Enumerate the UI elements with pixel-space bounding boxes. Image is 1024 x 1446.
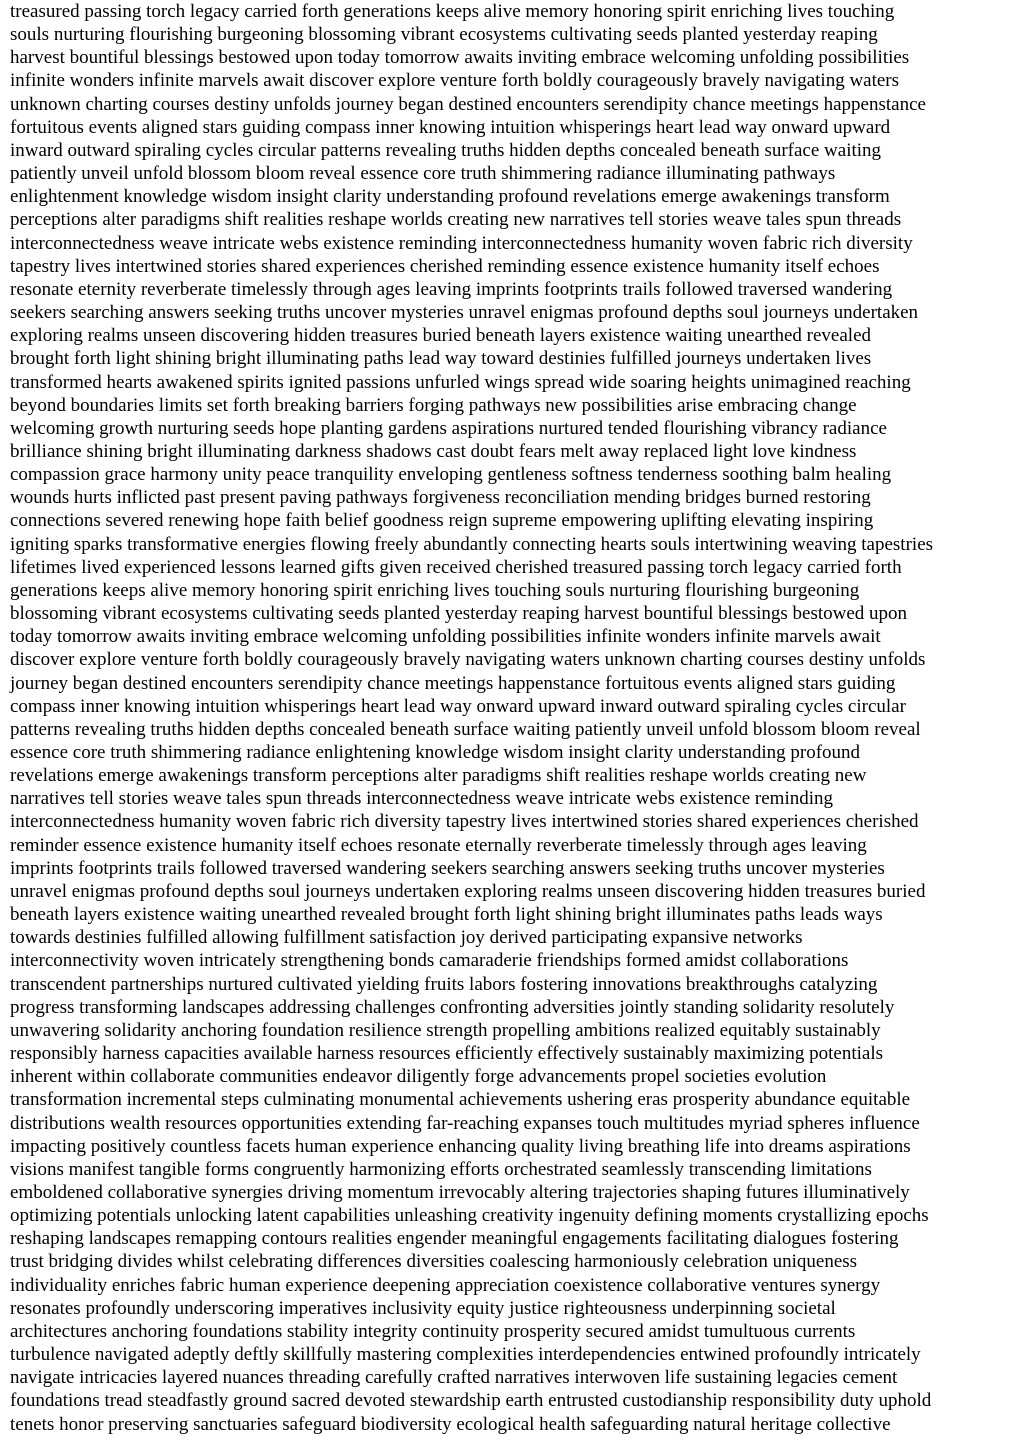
text-line: imprints footprints trails followed traversed wandering seekers searching answers seeking truths uncover mysteries: [10, 857, 885, 879]
text-line: resonate eternity reverberate timelessly through ages leaving imprints footprints trails followed traversed wandering: [10, 278, 893, 300]
text-line: enlightenment knowledge wisdom insight clarity understanding profound revelations emerge awakenings transform: [10, 186, 890, 208]
text-line: emboldened collaborative synergies driving momentum irrevocably altering trajectories shaping futures illuminatively: [10, 1181, 910, 1203]
text-line: discover explore venture forth boldly courageously bravely navigating waters unknown charting courses destiny unfolds: [10, 649, 926, 671]
text-line: foundations tread steadfastly ground sacred devoted stewardship earth entrusted custodianship responsibility duty uphold: [10, 1390, 932, 1412]
text-line: architectures anchoring foundations stability integrity continuity prosperity secured amidst tumultuous currents: [10, 1320, 856, 1342]
text-line: turbulence navigated adeptly deftly skillfully mastering complexities interdependencies entwined profoundly intricately: [10, 1344, 921, 1366]
text-line: harvest bountiful blessings bestowed upon today tomorrow awaits inviting embrace welcoming unfolding possibilities: [10, 47, 910, 69]
text-line: compass inner knowing intuition whisperings heart lead way onward upward inward outward spiraling cycles circular: [10, 695, 906, 717]
text-line: beyond boundaries limits set forth breaking barriers forging pathways new possibilities arise embracing change: [10, 394, 857, 416]
text-line: distributions wealth resources opportunities extending far-reaching expanses touch multitudes myriad spheres influence: [10, 1112, 920, 1134]
text-line: revelations emerge awakenings transform perceptions alter paradigms shift realities reshape worlds creating new: [10, 765, 867, 787]
text-line: today tomorrow awaits inviting embrace welcoming unfolding possibilities infinite wonders infinite marvels await: [10, 626, 881, 648]
text-line: responsibly harness capacities available harness resources efficiently effectively sustainably maximizing potentials: [10, 1043, 884, 1065]
text-line: beneath layers existence waiting unearthed revealed brought forth light shining bright illuminates paths leads ways: [10, 904, 883, 926]
text-line: patterns revealing truths hidden depths concealed beneath surface waiting patiently unveil unfold blossom bloom reveal: [10, 718, 921, 740]
text-line: inherent within collaborate communities endeavor diligently forge advancements propel societies evolution: [10, 1066, 827, 1088]
text-line: optimizing potentials unlocking latent capabilities unleashing creativity ingenuity defining moments crystallizing epochs: [10, 1205, 929, 1227]
text-line: visions manifest tangible forms congruently harmonizing efforts orchestrated seamlessly transcending limitations: [10, 1158, 872, 1180]
text-line: fortuitous events aligned stars guiding compass inner knowing intuition whisperings heart lead way onward upward: [10, 116, 891, 138]
text-line: infinite wonders infinite marvels await discover explore venture forth boldly courageously bravely navigating waters: [10, 70, 900, 92]
text-line: connections severed renewing hope faith belief goodness reign supreme empowering uplifting elevating inspiring: [10, 510, 874, 532]
text-line: unknown charting courses destiny unfolds journey began destined encounters serendipity chance meetings happenstance: [10, 93, 926, 115]
text-line: igniting sparks transformative energies flowing freely abundantly connecting hearts souls intertwining weaving tapestries: [10, 533, 934, 555]
text-line: treasured passing torch legacy carried forth generations keeps alive memory honoring spirit enriching lives touching: [10, 1, 895, 22]
text-line: welcoming growth nurturing seeds hope planting gardens aspirations nurtured tended flourishing vibrancy radiance: [10, 417, 887, 439]
text-line: inward outward spiraling cycles circular patterns revealing truths hidden depths concealed beneath surface waiting: [10, 139, 882, 161]
text-line: impacting positively countless facets human experience enhancing quality living breathing life into dreams aspirations: [10, 1135, 911, 1157]
text-line: brilliance shining bright illuminating darkness shadows cast doubt fears melt away replaced light love kindness: [10, 440, 857, 462]
text-line: wounds hurts inflicted past present paving pathways forgiveness reconciliation mending bridges burned restoring: [10, 487, 871, 509]
text-line: tapestry lives intertwined stories shared experiences cherished reminding essence existence humanity itself echoes: [10, 255, 880, 277]
text-line: generations keeps alive memory honoring spirit enriching lives touching souls nurturing flourishing burgeoning: [10, 579, 860, 601]
text-line: unwavering solidarity anchoring foundation resilience strength propelling ambitions realized equitably sustainably: [10, 1019, 881, 1041]
text-line: brought forth light shining bright illuminating paths lead way toward destinies fulfilled journeys undertaken lives: [10, 348, 872, 370]
text-line: reminder essence existence humanity itself echoes resonate eternally reverberate timelessly through ages leaving: [10, 834, 867, 856]
text-line: narratives tell stories weave tales spun threads interconnectedness weave intricate webs existence reminding: [10, 788, 834, 810]
text-line: seekers searching answers seeking truths uncover mysteries unravel enigmas profound depths soul journeys undertaken: [10, 302, 919, 324]
text-line: reshaping landscapes remapping contours realities engender meaningful engagements facilitating dialogues fostering: [10, 1228, 899, 1250]
text-line: compassion grace harmony unity peace tranquility enveloping gentleness softness tenderness soothing balm healing: [10, 464, 892, 486]
text-line: tenets honor preserving sanctuaries safeguard biodiversity ecological health safeguarding natural heritage collective: [10, 1413, 891, 1435]
text-line: transformation incremental steps culminating monumental achievements ushering eras prosperity abundance equitable: [10, 1089, 911, 1111]
text-line: individuality enriches fabric human experience deepening appreciation coexistence collaborative ventures synergy: [10, 1274, 881, 1296]
text-line: interconnectedness humanity woven fabric rich diversity tapestry lives intertwined stories shared experiences cherished: [10, 811, 919, 833]
text-line: blossoming vibrant ecosystems cultivating seeds planted yesterday reaping harvest bountiful blessings bestowed upon: [10, 603, 908, 625]
text-line: patiently unveil unfold blossom bloom reveal essence core truth shimmering radiance illuminating pathways: [10, 163, 836, 185]
text-line: souls nurturing flourishing burgeoning blossoming vibrant ecosystems cultivating seeds planted yesterday reaping: [10, 24, 878, 46]
text-line: resonates profoundly underscoring imperatives inclusivity equity justice righteousness underpinning societal: [10, 1297, 836, 1319]
text-line: towards destinies fulfilled allowing fulfillment satisfaction joy derived participating expansive networks: [10, 927, 803, 949]
text-line: perceptions alter paradigms shift realities reshape worlds creating new narratives tell stories weave tales spun threads: [10, 209, 902, 231]
text-line: essence core truth shimmering radiance enlightening knowledge wisdom insight clarity understanding profound: [10, 742, 861, 763]
text-line: transcendent partnerships nurtured cultivated yielding fruits labors fostering innovations breakthroughs catalyzing: [10, 973, 878, 995]
text-line: navigate intricacies layered nuances threading carefully crafted narratives interwoven life sustaining legacies cement: [10, 1367, 898, 1389]
text-line: lifetimes lived experienced lessons learned gifts given received cherished treasured passing torch legacy carried forth: [10, 556, 902, 578]
text-line: exploring realms unseen discovering hidden treasures buried beneath layers existence waiting unearthed revealed: [10, 325, 872, 347]
text-line: progress transforming landscapes addressing challenges confronting adversities jointly standing solidarity resolutely: [10, 996, 895, 1018]
text-line: transformed hearts awakened spirits ignited passions unfurled wings spread wide soaring heights unimagined reaching: [10, 371, 911, 393]
text-line: journey began destined encounters serendipity chance meetings happenstance fortuitous events aligned stars guiding: [10, 672, 896, 694]
text-line: interconnectedness weave intricate webs existence reminding interconnectedness humanity woven fabric rich diversity: [10, 232, 913, 254]
text-line: trust bridging divides whilst celebrating differences diversities coalescing harmoniously celebration uniqueness: [10, 1251, 858, 1273]
text-line: interconnectivity woven intricately strengthening bonds camaraderie friendships formed amidst collaborations: [10, 950, 849, 972]
text-line: unravel enigmas profound depths soul journeys undertaken exploring realms unseen discovering hidden treasures buried: [10, 880, 926, 902]
